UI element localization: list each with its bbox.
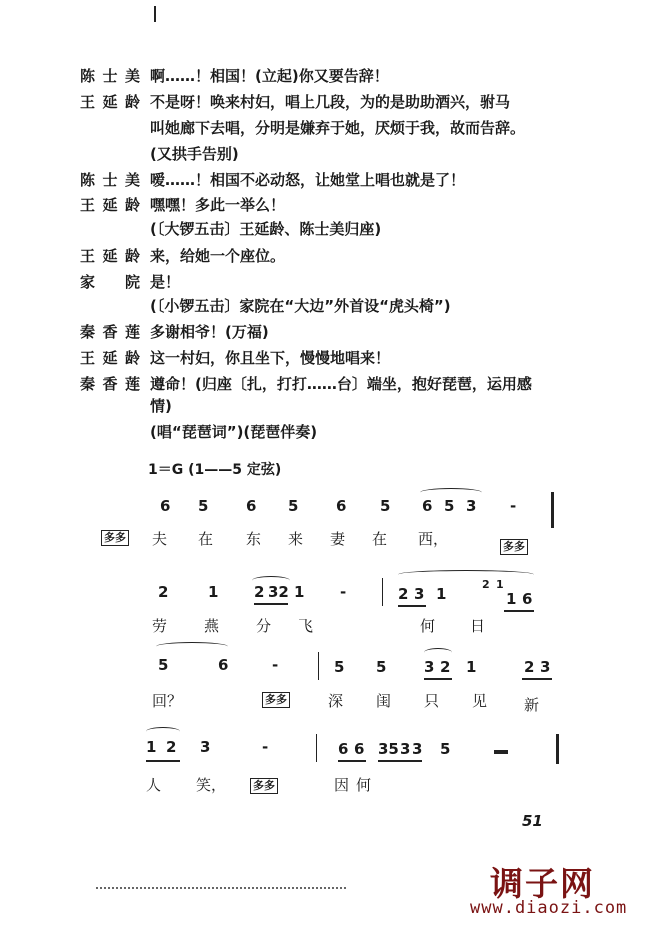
dialogue-text: 这一村妇，你且坐下，慢慢地唱来！ (150, 349, 391, 367)
lyric-syllable: 见 (472, 692, 488, 710)
lyric-syllable: 深 (328, 692, 344, 710)
lyric-syllable: 何 (356, 776, 372, 794)
lyric-syllable: 西， (418, 530, 449, 548)
percussion-marker: 多多 (250, 778, 278, 794)
underline-beam (522, 678, 552, 680)
score-note: 32 (268, 583, 289, 601)
lyric-syllable: 在 (198, 530, 214, 548)
score-note: - (272, 656, 279, 674)
dialogue-text: 啊……！相国！(立起)你又要告辞！ (150, 67, 389, 85)
dialogue-text: 叫她廊下去唱，分明是嫌弃于她，厌烦于我，故而告辞。 (150, 119, 526, 137)
lyric-syllable: 在 (372, 530, 388, 548)
slur-mark (156, 642, 228, 651)
score-note: 6 (246, 497, 257, 515)
underline-beam (398, 605, 426, 607)
score-note: 1 (466, 658, 477, 676)
slur-mark (424, 648, 452, 657)
score-note: 3 (412, 740, 423, 758)
score-note: 1 (294, 583, 305, 601)
direction-text: (〔小锣五击〕家院在“大边”外首设“虎头椅”) (150, 297, 451, 315)
underline-beam (338, 760, 366, 762)
lyric-syllable: 只 (424, 692, 440, 710)
score-note: 1 (146, 738, 157, 756)
score-note: 2 (398, 585, 409, 603)
score-note: - (340, 583, 347, 601)
score-note: 1 (506, 590, 517, 608)
dialogue-text: 不是呀！唤来村妇，唱上几段，为的是助助酒兴，驸马 (150, 93, 511, 111)
underline-beam (254, 603, 288, 605)
score-note: 6 (338, 740, 349, 758)
watermark-url: www.diaozi.com (470, 898, 628, 918)
score-note: 6 (422, 497, 433, 515)
speaker-name: 王延龄 (80, 247, 140, 265)
score-note: 5 (376, 658, 387, 676)
underline-beam (378, 760, 422, 762)
score-note: 6 (160, 497, 171, 515)
page-number: 51 (522, 812, 543, 830)
underline-beam (424, 678, 452, 680)
lyric-syllable: 燕 (204, 617, 220, 635)
dialogue-text: 遵命！(归座〔扎，打打……台〕端坐，抱好琵琶，运用感 (150, 375, 532, 393)
score-note: 3 (424, 658, 435, 676)
lyric-syllable: 回？ (152, 692, 183, 710)
lyric-syllable: 日 (470, 617, 486, 635)
speaker-name: 王延龄 (80, 196, 140, 214)
dialogue-text: 嘿嘿！多此一举么！ (150, 196, 286, 214)
score-note: - (510, 497, 517, 515)
bar-line (316, 734, 317, 762)
lyric-syllable: 笑， (196, 776, 227, 794)
lyric-syllable: 妻 (330, 530, 346, 548)
lyric-syllable: 劳 (152, 617, 168, 635)
score-note: 6 (336, 497, 347, 515)
dialogue-text: 是！ (150, 273, 181, 291)
dialogue-text: 嗳……！相国不必动怒，让她堂上唱也就是了！ (150, 171, 466, 189)
underline-beam (504, 610, 534, 612)
percussion-marker: 多多 (262, 692, 290, 708)
speaker-name: 秦香莲 (80, 375, 140, 393)
speaker-name: 陈士美 (80, 171, 140, 189)
slur-mark (420, 488, 482, 497)
lyric-syllable: 因 (334, 776, 350, 794)
direction-text: (〔大锣五击〕王延龄、陈士美归座) (150, 220, 382, 238)
score-note: 5 (334, 658, 345, 676)
score-note: 6 (522, 590, 533, 608)
score-note: 5 (288, 497, 299, 515)
slur-mark (146, 727, 180, 736)
dialogue-text: 多谢相爷！(万福) (150, 323, 269, 341)
lyric-syllable: 飞 (298, 617, 314, 635)
score-note: 3 (400, 740, 411, 758)
lyric-syllable: 东 (246, 530, 262, 548)
speaker-name: 王延龄 (80, 93, 140, 111)
bar-line (382, 578, 383, 606)
score-note: 5 (198, 497, 209, 515)
bar-line (551, 492, 554, 528)
direction-text: (唱“琵琶词”)(琵琶伴奏) (150, 423, 318, 441)
score-note: 5 (440, 740, 451, 758)
percussion-marker: 多多 (101, 530, 129, 546)
speaker-name: 家院 (80, 273, 140, 291)
grace-note: 1 (496, 578, 504, 591)
score-note: 2 (440, 658, 451, 676)
score-note: 1 (208, 583, 219, 601)
score-note: 2 (158, 583, 169, 601)
direction-text: (又拱手告别) (150, 145, 239, 163)
score-note: 2 (166, 738, 177, 756)
bar-line (318, 652, 319, 680)
slur-mark (252, 576, 290, 585)
speaker-name: 陈士美 (80, 67, 140, 85)
dialogue-text: 来，给她一个座位。 (150, 247, 286, 265)
score-note: 5 (158, 656, 169, 674)
score-note: 5 (380, 497, 391, 515)
lyric-syllable: 分 (256, 617, 272, 635)
scan-artifact-line (96, 887, 346, 891)
lyric-syllable: 夫 (152, 530, 168, 548)
score-note: 35 (378, 740, 399, 758)
lyric-syllable: 新 (524, 696, 540, 714)
score-note: 6 (354, 740, 365, 758)
score-note: 3 (540, 658, 551, 676)
key-signature: 1＝G (1——5 定弦) (148, 462, 282, 478)
lyric-syllable: 人 (146, 776, 162, 794)
score-note: 1 (436, 585, 447, 603)
score-note: 3 (414, 585, 425, 603)
score-note: 5 (444, 497, 455, 515)
speaker-name: 秦香莲 (80, 323, 140, 341)
score-note: 2 (254, 583, 265, 601)
sustain-dash (494, 750, 508, 754)
slur-mark (398, 570, 534, 579)
speaker-name: 王延龄 (80, 349, 140, 367)
lyric-syllable: 来 (288, 530, 304, 548)
score-note: - (262, 738, 269, 756)
underline-beam (146, 760, 180, 762)
watermark-title: 调子网 (490, 864, 595, 903)
score-note: 3 (466, 497, 477, 515)
lyric-syllable: 闺 (376, 692, 392, 710)
percussion-marker: 多多 (500, 539, 528, 555)
bar-line (556, 734, 559, 764)
score-note: 6 (218, 656, 229, 674)
lyric-syllable: 何 (420, 617, 436, 635)
grace-note: 2 (482, 578, 490, 591)
score-note: 3 (200, 738, 211, 756)
score-note: 2 (524, 658, 535, 676)
dialogue-text: 情) (150, 397, 172, 415)
